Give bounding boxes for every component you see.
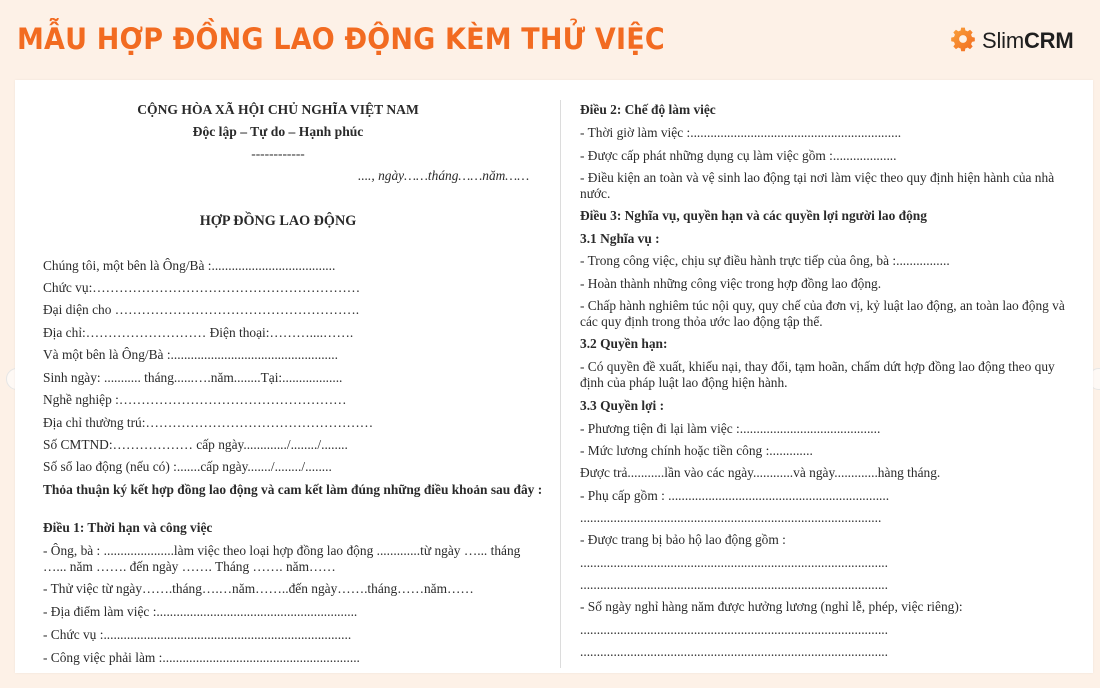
brand-logo	[950, 27, 1074, 55]
section-3-3-item: ............................................................................................	[580, 622, 888, 637]
article-2-item: - Thời giờ làm việc :...............................................................	[580, 125, 902, 140]
article-1-item: - Chức vụ :..........................................................................	[43, 627, 352, 642]
article-1-item: - Ông, bà : .....................làm việc theo loại hợp đồng lao động .............từ ngày …... tháng …... năm ……. đến ngày ……. Tháng ……. năm……	[43, 543, 521, 574]
section-3-2-item: - Có quyền đề xuất, khiếu nại, thay đổi, tạm hoãn, chấm dứt hợp đồng lao động theo quy định của pháp luật lao động hiện hành.	[580, 359, 1055, 390]
article-2-item: - Được cấp phát những dụng cụ làm việc gồm :...................	[580, 148, 897, 163]
contract-document	[15, 80, 1093, 673]
brand-name	[982, 28, 1074, 54]
article-1-item: - Công việc phải làm :...........................................................	[43, 650, 360, 665]
contract-title: HỢP ĐỒNG LAO ĐỘNG	[199, 213, 357, 229]
brand-name-light: Slim	[982, 28, 1024, 53]
section-3-3-item: - Mức lương chính hoặc tiền công :.............	[580, 443, 813, 458]
section-3-3-item: ............................................................................................	[580, 577, 888, 592]
section-3-3-item: ............................................................................................	[580, 555, 888, 570]
field-representing: Đại diện cho ……………………………………………….	[43, 302, 360, 317]
section-3-1-title: 3.1 Nghĩa vụ :	[580, 231, 660, 246]
article-2-item: - Điều kiện an toàn và vệ sinh lao động tại nơi làm việc theo quy định hiện hành của nhà nước.	[580, 170, 1055, 201]
national-title: CỘNG HÒA XÃ HỘI CHỦ NGHĨA VIỆT NAM	[137, 102, 419, 117]
field-employee: Và một bên là Ông/Bà :..................................................	[43, 347, 338, 362]
field-position: Chức vụ:……………………………………………………	[43, 280, 361, 295]
field-id-card: Số CMTND:……………… cấp ngày............./......../........	[43, 437, 348, 452]
page-title: MẪU HỢP ĐỒNG LAO ĐỘNG KÈM THỬ VIỆC	[17, 22, 665, 56]
field-occupation: Nghề nghiệp :……………………………………………	[43, 392, 347, 407]
section-3-3-item: - Số ngày nghỉ hàng năm được hưởng lương (nghỉ lễ, phép, việc riêng):	[580, 599, 963, 614]
gear-icon	[950, 26, 976, 57]
section-3-1-item: - Trong công việc, chịu sự điều hành trực tiếp của ông, bà :................	[580, 253, 950, 268]
field-birth: Sinh ngày: ........... tháng......….năm........Tại:..................	[43, 370, 343, 385]
section-3-3-item: - Phụ cấp gồm : ..................................................................	[580, 488, 890, 503]
header-separator: ------------	[251, 146, 305, 161]
section-3-3-item: - Được trang bị bảo hộ lao động gồm :	[580, 532, 786, 547]
section-3-3-item: Được trả...........lần vào các ngày............và ngày.............hàng tháng.	[580, 465, 941, 480]
section-3-3-item: - Phương tiện đi lại làm việc :..........................................	[580, 421, 881, 436]
field-address-phone: Địa chỉ:……………………… Điện thoại:………....…….	[43, 325, 354, 340]
date-line: ...., ngày……tháng……năm……	[358, 168, 530, 183]
article-2-title: Điều 2: Chế độ làm việc	[580, 102, 716, 117]
section-3-1-item: - Chấp hành nghiêm túc nội quy, quy chế của đơn vị, kỷ luật lao động, an toàn lao động và các quy định trong thỏa ước lao động tập thể.	[580, 298, 1065, 329]
article-1-title: Điều 1: Thời hạn và công việc	[43, 520, 213, 535]
article-3-title: Điều 3: Nghĩa vụ, quyền hạn và các quyền lợi người lao động	[580, 208, 927, 223]
article-1-item: - Địa điểm làm việc :............................................................	[43, 604, 358, 619]
national-motto: Độc lập – Tự do – Hạnh phúc	[192, 124, 364, 139]
section-3-3-item: ..........................................................................................	[580, 510, 882, 525]
field-employer: Chúng tôi, một bên là Ông/Bà :.....................................	[43, 258, 336, 273]
article-1-item: - Thử việc từ ngày…….tháng….…năm……..đến ngày…….tháng……năm……	[43, 581, 474, 596]
section-3-1-item: - Hoàn thành những công việc trong hợp đồng lao động.	[580, 276, 882, 291]
field-labor-book: Số sổ lao động (nếu có) :.......cấp ngày......./......../........	[43, 459, 332, 474]
field-permanent-address: Địa chỉ thường trú:……………………………………………	[43, 415, 374, 430]
agreement-statement: Thỏa thuận ký kết hợp đồng lao động và cam kết làm đúng những điều khoản sau đây :	[43, 482, 543, 497]
section-3-2-title: 3.2 Quyền hạn:	[580, 336, 668, 351]
section-3-3-item: ............................................................................................	[580, 644, 888, 659]
page-header	[0, 0, 1100, 80]
column-divider	[560, 100, 561, 668]
section-3-3-title: 3.3 Quyền lợi :	[580, 398, 665, 413]
brand-name-bold: CRM	[1023, 28, 1074, 53]
